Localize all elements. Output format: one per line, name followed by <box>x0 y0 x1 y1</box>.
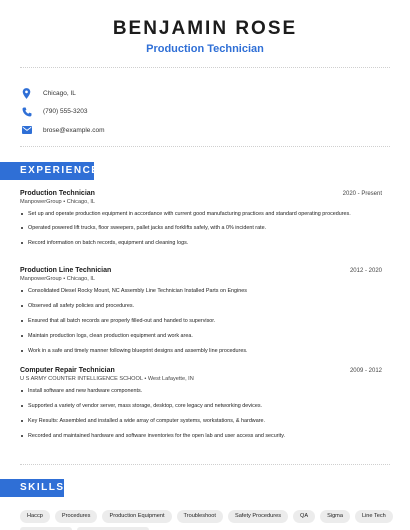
skill-pill: Line Tech <box>355 510 393 523</box>
job-bullet: Set up and operate production equipment in accordance with current good manufacturing practices and standard operating procedures. <box>20 210 382 218</box>
skill-pill: QA <box>293 510 315 523</box>
job-bullet: Consolidated Diesel Rocky Mount, NC Assembly Line Technician Installed Parts on Engines <box>20 287 382 295</box>
experience-divider <box>20 464 390 465</box>
company-name: ManpowerGroup <box>20 276 62 282</box>
job-date: 2020 - Present <box>342 191 382 197</box>
job-company: U S ARMY COUNTER INTELLIGENCE SCHOOL • West Lafayette, IN <box>20 376 194 382</box>
job-date: 2012 - 2020 <box>349 268 382 274</box>
job-entry <box>20 367 382 447</box>
company-location: Chicago, IL <box>66 276 96 282</box>
skill-pill: Haccp <box>20 510 50 523</box>
resume-header <box>0 0 410 55</box>
email-text: brose@example.com <box>43 126 105 134</box>
company-name: U S ARMY COUNTER INTELLIGENCE SCHOOL <box>20 376 143 382</box>
contact-divider <box>20 146 390 147</box>
job-title: Computer Repair Technician <box>20 367 115 374</box>
job-bullets <box>20 287 382 355</box>
company-location: Chicago, IL <box>66 199 96 205</box>
contact-phone <box>20 103 105 122</box>
job-bullet: Work in a safe and timely manner following blueprint designs and assembly line procedures. <box>20 347 382 355</box>
job-bullets <box>20 210 382 247</box>
job-bullet: Install software and new hardware components. <box>20 387 382 395</box>
phone-text: (790) 555-3203 <box>43 108 88 116</box>
candidate-title: Production Technician <box>146 43 264 55</box>
phone-icon <box>20 105 33 118</box>
job-title: Production Technician <box>20 190 95 197</box>
job-bullet: Observed all safety policies and procedures. <box>20 302 382 310</box>
job-bullet: Ensured that all batch records are properly filled-out and handed to supervisor. <box>20 317 382 325</box>
skill-pill: Production Equipment <box>102 510 171 523</box>
job-entry <box>20 190 382 254</box>
envelope-icon <box>20 124 33 137</box>
job-bullet: Operated powered lift trucks, floor sweepers, pallet jacks and forklifts safely, with a 0% incident rate. <box>20 224 382 232</box>
company-location: West Lafayette, IN <box>147 376 194 382</box>
job-bullet: Recorded and maintained hardware and software inventories for the open lab and user access and security. <box>20 432 382 440</box>
job-bullet: Record information on batch records, equipment and cleaning logs. <box>20 239 382 247</box>
job-bullet: Supported a variety of vendor server, mass storage, desktop, core legacy and networking devices. <box>20 402 382 410</box>
job-date: 2009 - 2012 <box>349 368 382 374</box>
candidate-name: BENJAMIN ROSE <box>112 18 298 39</box>
job-bullet: Maintain production logs, clean production equipment and work area. <box>20 332 382 340</box>
header-divider <box>20 67 390 68</box>
job-entry <box>20 267 382 362</box>
contact-email <box>20 121 105 140</box>
company-name: ManpowerGroup <box>20 199 62 205</box>
skill-pill: Troubleshoot <box>177 510 223 523</box>
location-text: Chicago, IL <box>43 89 76 97</box>
job-bullet: Key Results: Assembled and installed a wide array of computer systems, workstations, & hardware. <box>20 417 382 425</box>
skill-pill: Safety Procedures <box>228 510 288 523</box>
map-pin-icon <box>20 87 33 100</box>
skills-section-heading: SKILLS <box>0 479 64 497</box>
skills-list <box>20 510 393 523</box>
contact-location <box>20 84 105 103</box>
job-company: ManpowerGroup • Chicago, IL <box>20 199 96 205</box>
job-title: Production Line Technician <box>20 267 112 274</box>
skill-pill: Sigma <box>320 510 350 523</box>
contact-list <box>20 84 105 140</box>
job-bullets <box>20 387 382 440</box>
skill-pill: Procedures <box>55 510 98 523</box>
experience-section-heading: EXPERIENCE <box>0 162 94 180</box>
job-company: ManpowerGroup • Chicago, IL <box>20 276 96 282</box>
